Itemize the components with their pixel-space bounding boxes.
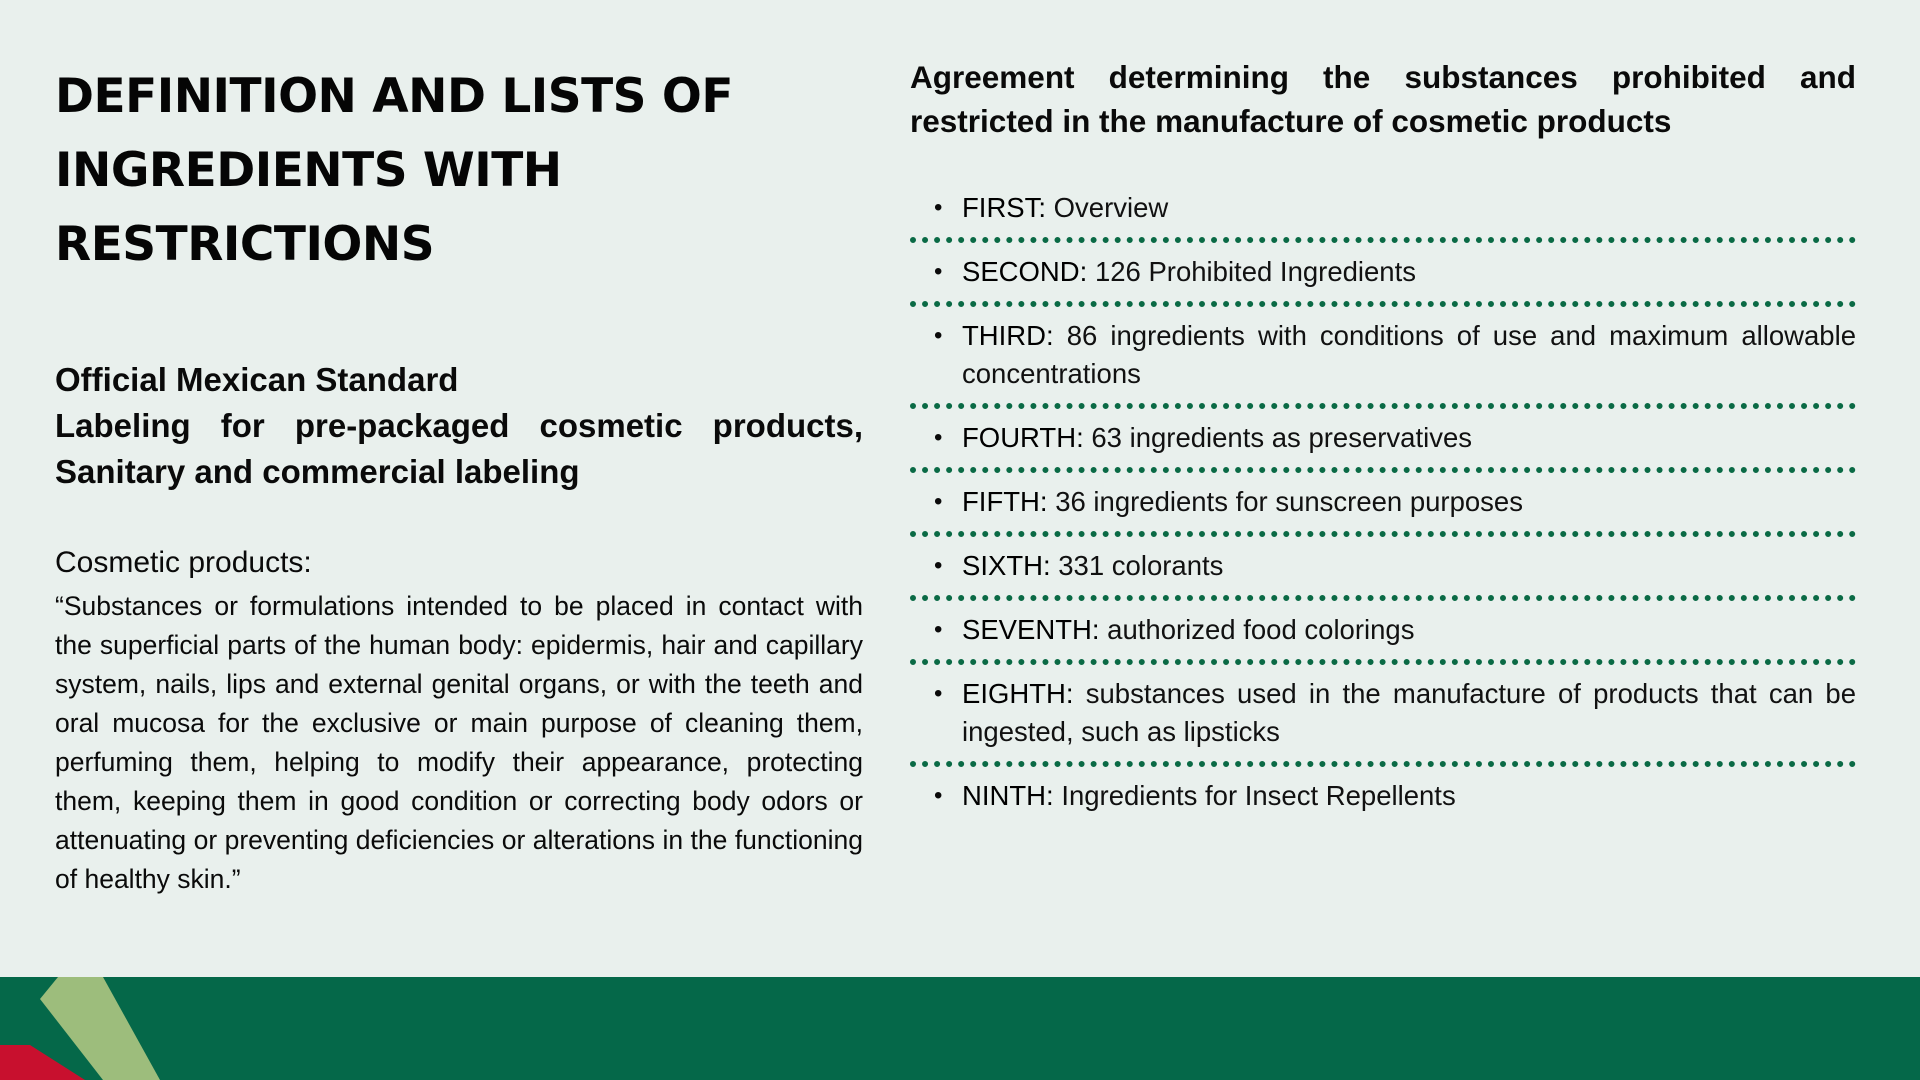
list-item [910,243,1856,307]
item-label: FIRST: [962,192,1047,223]
list-item [910,307,1856,409]
item-label: FOURTH: [962,422,1084,453]
list-item [910,601,1856,665]
annex-list [910,179,1856,825]
item-text: authorized food colorings [1107,614,1415,645]
cosmetic-products-definition: “Substances or formulations intended to be placed in contact with the superficial parts of the human body: epidermis, hair and capillary system, nails, lips and external genital organs, or with the teeth and oral mucosa for the exclusive or main purpose of cleaning them, perfuming them, helping to modify their appearance, protecting them, keeping them in good condition or correcting body odors or attenuating or preventing deficiencies or alterations in the functioning of healthy skin.” [55,591,863,894]
item-label: EIGHTH: [962,678,1074,709]
bullet-icon: • [934,194,943,221]
list-item [910,665,1856,767]
list-item [910,179,1856,243]
left-column [55,60,863,899]
footer-band [0,977,1920,1080]
item-label: FIFTH: [962,486,1048,517]
bullet-icon: • [934,322,943,349]
right-column [910,55,1856,825]
page-title: DEFINITION AND LISTS OF INGREDIENTS WITH RESTRICTIONS [55,69,733,272]
list-item [910,409,1856,473]
item-label: THIRD: [962,320,1054,351]
item-label: SIXTH: [962,550,1051,581]
list-item [910,473,1856,537]
bullet-icon: • [934,488,943,515]
item-text: Overview [1053,192,1169,223]
bullet-icon: • [934,782,943,809]
standard-name: Official Mexican Standard [55,361,459,398]
bullet-icon: • [934,258,943,285]
bullet-icon: • [934,552,943,579]
item-label: SEVENTH: [962,614,1100,645]
item-text: 36 ingredients for sunscreen purposes [1055,486,1523,517]
footer-accent-shapes [0,977,170,1080]
item-text: 126 Prohibited Ingredients [1094,256,1416,287]
bullet-icon: • [934,424,943,451]
list-item [910,537,1856,601]
standard-info [55,357,863,495]
red-accent-shape [0,1045,85,1080]
bullet-icon: • [934,680,943,707]
item-text: Ingredients for Insect Repellents [1061,780,1456,811]
item-text: 63 ingredients as preservatives [1091,422,1472,453]
cosmetic-products-heading: Cosmetic products: [55,546,312,579]
list-item [910,767,1856,825]
agreement-title: Agreement determining the substances prohibited and restricted in the manufacture of cosmetic products [910,59,1856,139]
bullet-icon: • [934,616,943,643]
item-label: NINTH: [962,780,1054,811]
item-label: SECOND: [962,256,1088,287]
item-text: 331 colorants [1058,550,1224,581]
item-text: 86 ingredients with conditions of use and maximum allowable concentrations [962,320,1857,389]
standard-subtitle: Labeling for pre-packaged cosmetic products, Sanitary and commercial labeling [55,407,863,490]
item-text: substances used in the manufacture of products that can be ingested, such as lipsticks [962,678,1856,747]
